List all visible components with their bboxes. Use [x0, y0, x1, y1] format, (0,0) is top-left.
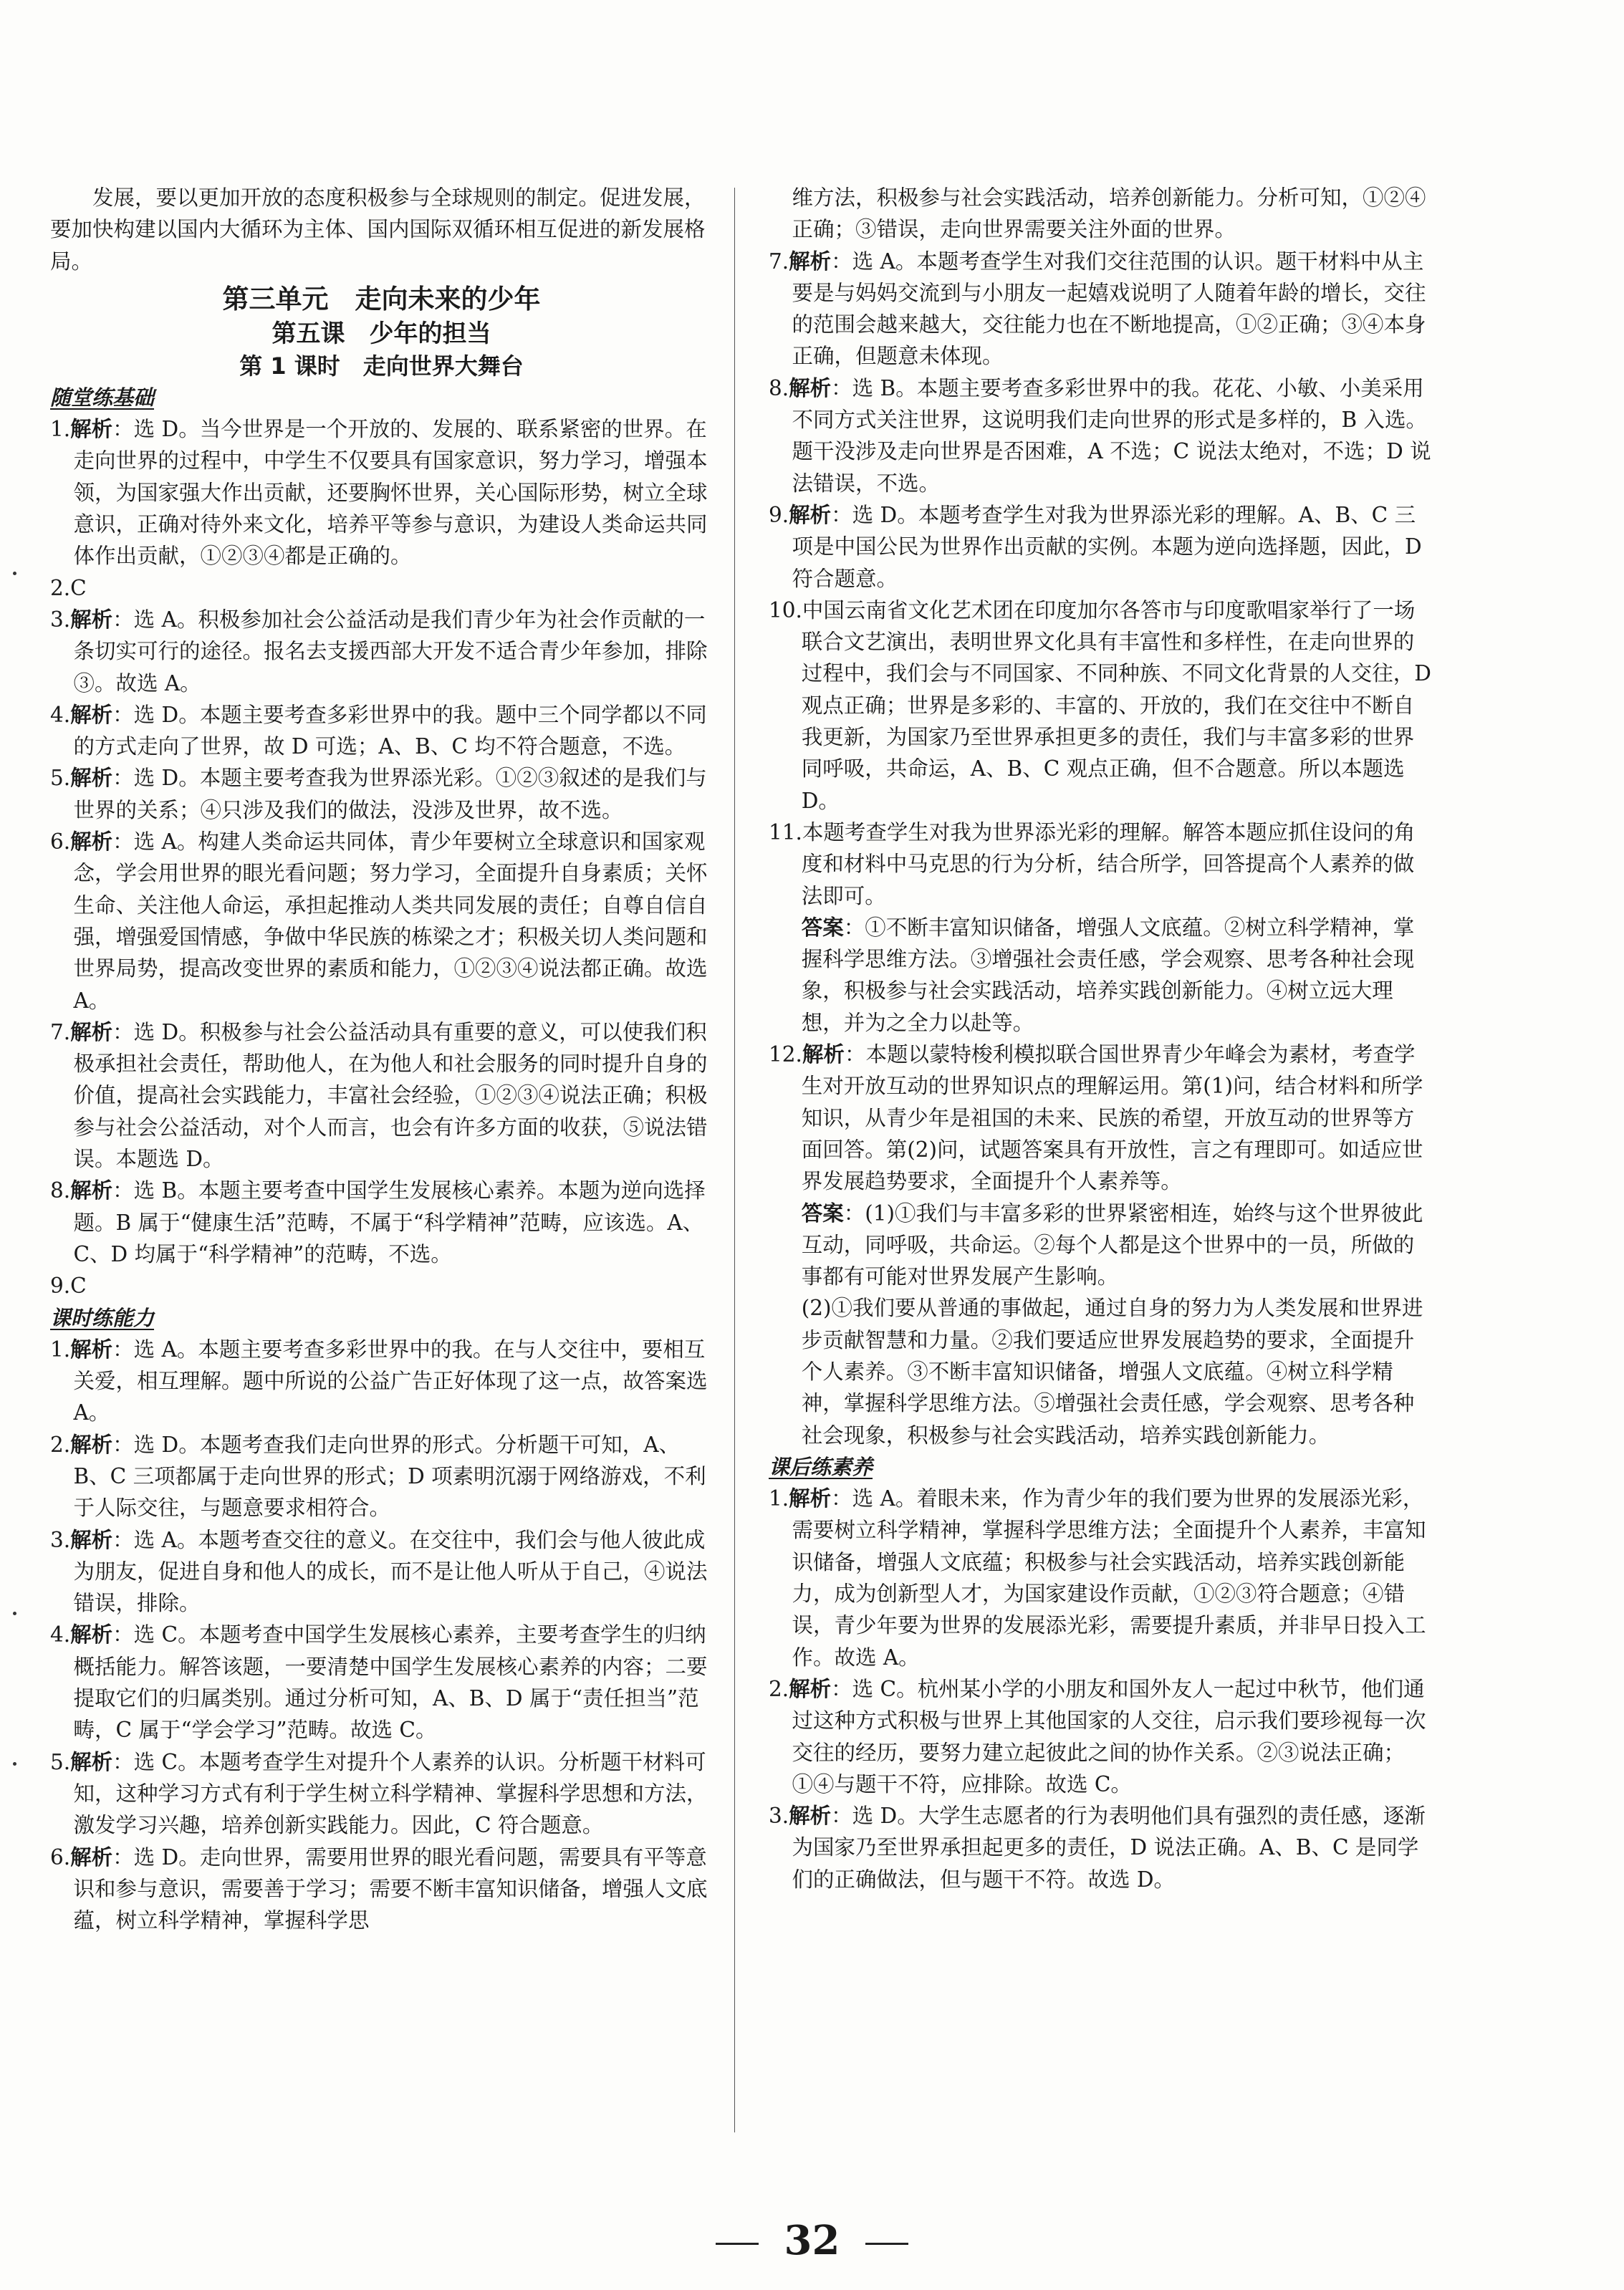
item-number: 9.: [50, 1274, 71, 1299]
item-label: 解析: [789, 1676, 832, 1701]
item-text: ：选 C。本题考查中国学生发展核心素养，主要考查学生的归纳概括能力。解答该题，一要清楚中国学生发展核心素养的内容；二要提取它们的归属类别。通过分析可知，A、B、D 属于“责任担当”范畴，C 属于“学会学习”范畴。故选 C。: [73, 1622, 708, 1743]
answer-item: [769, 499, 1431, 595]
item-label: 解析: [70, 1178, 113, 1203]
section-heading-text: 随堂练基础: [50, 385, 155, 410]
item-text: ：选 D。走向世界，需要用世界的眼光看问题，需要具有平等意识和参与意识，需要善于学习；需要不断丰富知识储备，增强人文底蕴，树立科学精神，掌握科学思: [73, 1844, 708, 1933]
item-label: 答案: [801, 915, 844, 940]
item-number: 10.: [769, 597, 802, 622]
period-title: 第 1 课时 走向世界大舞台: [239, 352, 524, 380]
footer-dash-right: [865, 2243, 908, 2245]
page-number: 32: [784, 2217, 840, 2264]
column-divider: [734, 188, 735, 2132]
margin-dot: [13, 572, 16, 575]
paragraph: 发展，要以更加开放的态度积极参与全球规则的制定。促进发展，要加快构建以国内大循环为主体、国内国际双循环相互促进的新发展格局。: [50, 186, 706, 274]
item-number: 6.: [50, 1844, 71, 1870]
item-text: ：(1)①我们与丰富多彩的世界紧密相连，始终与这个世界彼此互动，同呼吸，共命运。②每个人都是这个世界中的一员，所做的事都有可能对世界发展产生影响。: [801, 1201, 1423, 1289]
item-text: ：选 D。本题考查学生对我为世界添光彩的理解。A、B、C 三项是中国公民为世界作出贡献的实例。本题为逆向选择题，因此，D 符合题意。: [792, 502, 1422, 591]
item-text: ：选 D。大学生志愿者的行为表明他们具有强烈的责任感，逐渐为国家乃至世界承担起更多的责任，D 说法正确。A、B、C 是同学们的正确做法，但与题干不符。故选 D。: [792, 1804, 1426, 1892]
item-number: 3.: [769, 1804, 789, 1829]
answer-item: [50, 1746, 713, 1842]
item-number: 2.: [769, 1676, 789, 1701]
item-continuation: [769, 1198, 1431, 1293]
item-text: ：①不断丰富知识储备，增强人文底蕴。②树立科学精神，掌握科学思维方法。③增强社会责任感，学会观察、思考各种社会现象，积极参与社会实践活动，培养实践创新能力。④树立远大理想，并为之全力以赴等。: [801, 915, 1415, 1035]
lesson-title: 第五课 少年的担当: [272, 319, 491, 348]
left-column: [50, 182, 713, 1936]
item-label: 解析: [789, 1486, 832, 1511]
item-number: 1.: [50, 417, 71, 442]
item-text: ：选 D。积极参与社会公益活动具有重要的意义，可以使我们积极承担社会责任，帮助他人，在为他人和社会服务的同时提升自身的价值，提高社会实践能力，丰富社会经验，①②③④说法正确；积极参与社会公益活动，对个人而言，也会有许多方面的收获，⑤说法错误。本题选 D。: [73, 1019, 708, 1172]
item-label: 解析: [70, 1019, 113, 1044]
answer-item: [50, 1429, 713, 1524]
item-text: ：选 A。本题主要考查多彩世界中的我。在与人交往中，要相互关爱，相互理解。题中所说的公益广告正好体现了这一点，故答案选 A。: [73, 1337, 708, 1425]
section-heading: [50, 1302, 713, 1334]
item-label: 解析: [70, 829, 113, 855]
item-number: 8.: [769, 375, 789, 400]
answer-item: [769, 1800, 1431, 1895]
answer-item: [50, 826, 713, 1016]
answer-item: [769, 1039, 1431, 1197]
section-heading-text: 课时练能力: [50, 1305, 155, 1330]
unit-title: 第三单元 走向未来的少年: [222, 283, 541, 314]
item-text: ：选 C。本题考查学生对提升个人素养的认识。分析题干材料可知，这种学习方式有利于学生树立科学精神、掌握科学思想和方法，激发学习兴趣，培养创新实践能力。因此，C 符合题意。: [73, 1749, 708, 1838]
answer-item: [50, 1619, 713, 1746]
answer-item: [769, 372, 1431, 499]
item-continuation: [769, 1292, 1431, 1451]
answer-item: [769, 1483, 1431, 1673]
item-text: ：选 A。本题考查交往的意义。在交往中，我们会与他人彼此成为朋友，促进自身和他人的成长，而不是让他人听从于自己，④说法错误，排除。: [73, 1527, 708, 1616]
answer-item: [50, 604, 713, 699]
answer-item: [50, 762, 713, 826]
margin-dot: [13, 1612, 16, 1615]
item-number: 1.: [50, 1337, 71, 1362]
item-text: 本题考查学生对我为世界添光彩的理解。解答本题应抓住设问的角度和材料中马克思的行为分析，结合所学，回答提高个人素养的做法即可。: [801, 819, 1416, 908]
answer-item: [50, 1842, 713, 1937]
item-label: 答案: [801, 1201, 844, 1226]
item-number: 2.: [50, 575, 71, 600]
item-text: ：本题以蒙特梭利模拟联合国世界青少年峰会为素材，考查学生对开放互动的世界知识点的理解运用。第(1)问，结合材料和所学知识，从青少年是祖国的未来、民族的希望，开放互动的世界等方面回答。第(2)问，试题答案具有开放性，言之有理即可。如适应世界发展趋势要求，全面提升个人素养等。: [801, 1042, 1423, 1194]
item-continuation: [769, 912, 1431, 1039]
answer-item: [50, 1334, 713, 1429]
item-label: 解析: [70, 766, 113, 791]
right-column: [769, 182, 1431, 1895]
item-number: 6.: [50, 829, 71, 855]
item-continuation: [769, 182, 1431, 246]
item-text: ：选 D。当今世界是一个开放的、发展的、联系紧密的世界。在走向世界的过程中，中学生不仅要具有国家意识，努力学习，增强本领，为国家强大作出贡献，还要胸怀世界，关心国际形势，树立全球意识，正确对待外来文化，培养平等参与意识，为建设人类命运共同体作出贡献，①②③④都是正确的。: [73, 417, 708, 569]
answer-item: [769, 1673, 1431, 1800]
answer-item: [50, 1175, 713, 1270]
page-footer: [0, 2219, 1624, 2262]
section-heading-text: 课后练素养: [769, 1454, 873, 1479]
answer-item: [50, 1524, 713, 1620]
item-text: ：选 D。本题主要考查多彩世界中的我。题中三个同学都以不同的方式走向了世界，故 D 可选；A、B、C 均不符合题意，不选。: [73, 702, 707, 759]
section-heading: [769, 1451, 1431, 1483]
answer-item: [769, 246, 1431, 372]
footer-dash-left: [716, 2243, 759, 2245]
item-text: ：选 B。本题主要考查多彩世界中的我。花花、小敏、小美采用不同方式关注世界，这说明我们走向世界的形式是多样的，B 入选。题干没涉及走向世界是否困难，A 不选；C 说法太绝对，不选；D 说法错误，不选。: [792, 375, 1431, 496]
item-text: ：选 C。杭州某小学的小朋友和国外友人一起过中秋节，他们通过这种方式积极与世界上其他国家的人交往，启示我们要珍视每一次交往的经历，要努力建立起彼此之间的协作关系。②③说法正确；①④与题干不符，应排除。故选 C。: [792, 1676, 1426, 1796]
item-label: 解析: [789, 375, 832, 400]
item-label: 解析: [70, 1622, 113, 1647]
item-label: 解析: [789, 249, 832, 274]
item-text: ：选 A。着眼未来，作为青少年的我们要为世界的发展添光彩，需要树立科学精神，掌握科学思维方法；全面提升个人素养，丰富知识储备，增强人文底蕴；积极参与社会实践活动，培养实践创新能力，成为创新型人才，为国家建设作贡献，①②③符合题意；④错误，青少年要为世界的发展添光彩，需要提升素质，并非早日投入工作。故选 A。: [792, 1486, 1426, 1670]
answer-item: [769, 817, 1431, 912]
item-text: ：选 A。积极参加社会公益活动是我们青少年为社会作贡献的一条切实可行的途径。报名去支援西部大开发不适合青少年参加，排除③。故选 A。: [73, 607, 708, 696]
item-number: 5.: [50, 766, 71, 791]
item-label: 解析: [70, 417, 113, 442]
answer-item: [50, 413, 713, 572]
item-number: 9.: [769, 502, 789, 527]
item-number: 7.: [50, 1019, 71, 1044]
item-number: 11.: [769, 819, 802, 845]
item-number: 1.: [769, 1486, 789, 1511]
item-label: 解析: [70, 1337, 113, 1362]
item-text: (2)①我们要从普通的事做起，通过自身的努力为人类发展和世界进步贡献智慧和力量。②我们要适应世界发展趋势的要求，全面提升个人素养。③不断丰富知识储备，增强人文底蕴。④树立科学精神，掌握科学思维方法。⑤增强社会责任感，学会观察、思考各种社会现象，积极参与社会实践活动，培养实践创新能力。: [801, 1296, 1423, 1448]
item-label: 解析: [789, 1804, 832, 1829]
item-label: 解析: [70, 1749, 113, 1774]
item-number: 5.: [50, 1749, 71, 1774]
item-label: 解析: [789, 502, 832, 527]
item-label: 解析: [802, 1042, 845, 1067]
answer-item: [50, 1270, 713, 1302]
item-text: ：选 A。构建人类命运共同体，青少年要树立全球意识和国家观念，学会用世界的眼光看问题；努力学习，全面提升自身素质；关怀生命、关注他人命运，承担起推动人类共同发展的责任；自尊自信自强，增强爱国情感，争做中华民族的栋梁之才；积极关切人类问题和世界局势，提高改变世界的素质和能力，①②③④说法都正确。故选 A。: [73, 829, 708, 1013]
item-text: ：选 D。本题考查我们走向世界的形式。分析题干可知，A、B、C 三项都属于走向世界的形式；D 项素明沉溺于网络游戏，不利于人际交往，与题意要求相符合。: [73, 1432, 706, 1521]
item-number: 8.: [50, 1178, 71, 1203]
item-text: ：选 A。本题考查学生对我们交往范围的认识。题干材料中从主要是与妈妈交流到与小朋友一起嬉戏说明了人随着年龄的增长，交往的范围会越来越大，交往能力也在不断地提高，①②正确；③④本身正确，但题意未体现。: [792, 249, 1426, 369]
item-number: 4.: [50, 1622, 71, 1647]
item-text: C: [70, 575, 87, 600]
item-number: 7.: [769, 249, 789, 274]
item-text: 中国云南省文化艺术团在印度加尔各答市与印度歌唱家举行了一场联合文艺演出，表明世界文化具有丰富性和多样性，在走向世界的过程中，我们会与不同国家、不同种族、不同文化背景的人交往，D 观点正确；世界是多彩的、丰富的、开放的，我们在交往中不断自我更新，为国家乃至世界承担更多的责任，我们与丰富多彩的世界同呼吸，共命运，A、B、C 观点正确，但不合题意。所以本题选 D。: [801, 597, 1431, 813]
item-label: 解析: [70, 1844, 113, 1870]
answer-item: [769, 595, 1431, 817]
answer-item: [50, 1016, 713, 1175]
margin-dot: [13, 1762, 16, 1766]
item-label: 解析: [70, 1527, 113, 1552]
item-label: 解析: [70, 1432, 113, 1457]
item-number: 2.: [50, 1432, 71, 1457]
item-text: 维方法，积极参与社会实践活动，培养创新能力。分析可知，①②④正确；③错误，走向世界需要关注外面的世界。: [792, 186, 1426, 242]
section-heading: [50, 382, 713, 413]
answer-item: [50, 572, 713, 604]
item-number: 3.: [50, 607, 71, 632]
item-text: ：选 B。本题主要考查中国学生发展核心素养。本题为逆向选择题。B 属于“健康生活”范畴，不属于“科学精神”范畴，应该选。A、C、D 均属于“科学精神”的范畴，不选。: [73, 1178, 706, 1266]
item-number: 3.: [50, 1527, 71, 1552]
item-label: 解析: [70, 702, 113, 727]
item-label: 解析: [70, 607, 113, 632]
item-number: 12.: [769, 1042, 802, 1067]
answer-item: [50, 699, 713, 763]
item-number: 4.: [50, 702, 71, 727]
item-text: ：选 D。本题主要考查我为世界添光彩。①②③叙述的是我们与世界的关系；④只涉及我们的做法，没涉及世界，故不选。: [73, 766, 707, 822]
item-text: C: [70, 1274, 87, 1299]
